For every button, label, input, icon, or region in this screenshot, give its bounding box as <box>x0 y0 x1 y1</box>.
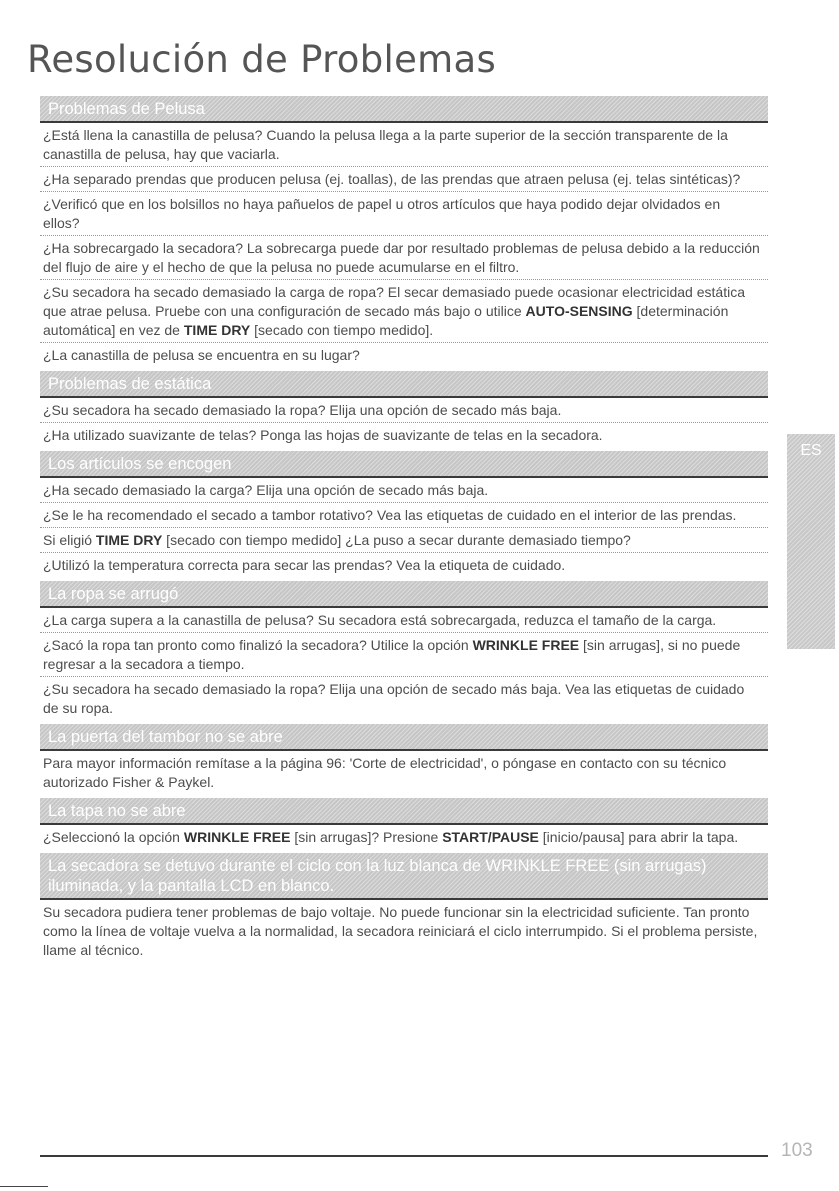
page-number: 103 <box>781 1140 813 1161</box>
item-text: ¿La canastilla de pelusa se encuentra en su lugar? <box>43 347 360 363</box>
item-text: ¿Utilizó la temperatura correcta para secar las prendas? Vea la etiqueta de cuidado. <box>43 557 566 573</box>
item-text: ¿Seleccionó la opción <box>43 829 184 845</box>
setting-name: AUTO-SENSING <box>525 303 633 319</box>
troubleshooting-item <box>40 236 768 280</box>
troubleshooting-content <box>40 96 768 966</box>
item-text: ¿Está llena la canastilla de pelusa? Cuando la pelusa llega a la parte superior de la sección transparente de la canastilla de pelusa, hay que vaciarla. <box>43 127 728 162</box>
troubleshooting-item <box>40 608 768 633</box>
item-text: [sin arrugas]? Presione <box>290 829 443 845</box>
item-text: Su secadora pudiera tener problemas de bajo voltaje. No puede funcionar sin la electricidad suficiente. Tan pronto como la línea de voltaje vuelva a la normalidad, la secadora reiniciará el ciclo interrumpido. Si el problema persiste, llame al técnico. <box>43 904 758 958</box>
item-text: Para mayor información remítase a la página 96: 'Corte de electricidad', o póngase en contacto con su técnico autorizado Fisher & Paykel. <box>43 755 727 790</box>
troubleshooting-item <box>40 423 768 447</box>
section-items <box>40 123 768 367</box>
troubleshooting-item <box>40 478 768 503</box>
section-items <box>40 608 768 720</box>
troubleshooting-item <box>40 677 768 720</box>
item-text: ¿Verificó que en los bolsillos no haya pañuelos de papel u otros artículos que haya podido dejar olvidados en ellos? <box>43 196 721 231</box>
troubleshooting-item <box>40 553 768 577</box>
section-items <box>40 478 768 577</box>
section-header: La ropa se arrugó <box>40 581 768 608</box>
setting-name: TIME DRY <box>95 532 163 548</box>
setting-name: WRINKLE FREE <box>183 829 291 845</box>
item-text: [secado con tiempo medido]. <box>250 322 434 338</box>
section-items <box>40 751 768 794</box>
section-items <box>40 825 768 849</box>
section-items <box>40 398 768 447</box>
troubleshooting-item <box>40 398 768 423</box>
item-text: ¿Se le ha recomendado el secado a tambor rotativo? Vea las etiquetas de cuidado en el interior de las prendas. <box>43 507 737 523</box>
item-text: ¿La carga supera a la canastilla de pelusa? Su secadora está sobrecargada, reduzca el tamaño de la carga. <box>43 612 717 628</box>
section-header: La secadora se detuvo durante el ciclo con la luz blanca de WRINKLE FREE (sin arrugas) iluminada, y la pantalla LCD en blanco. <box>40 853 768 900</box>
section-header: Problemas de estática <box>40 371 768 398</box>
section-header: La puerta del tambor no se abre <box>40 724 768 751</box>
item-text: Si eligió <box>43 532 96 548</box>
item-text: ¿Su secadora ha secado demasiado la ropa? Elija una opción de secado más baja. Vea las etiquetas de cuidado de su ropa. <box>43 681 745 716</box>
language-tab <box>787 434 835 649</box>
section-header: La tapa no se abre <box>40 798 768 825</box>
troubleshooting-item <box>40 825 768 849</box>
item-text: ¿Ha sobrecargado la secadora? La sobrecarga puede dar por resultado problemas de pelusa debido a la reducción del flujo de aire y el hecho de que la pelusa no puede acumularse en el filtro. <box>43 240 760 275</box>
item-text: [inicio/pausa] para abrir la tapa. <box>538 829 739 845</box>
language-tab-label: ES <box>800 442 822 459</box>
setting-name: TIME DRY <box>183 322 251 338</box>
item-text: ¿Ha utilizado suavizante de telas? Ponga las hojas de suavizante de telas en la secadora. <box>43 427 603 443</box>
item-text: ¿Ha separado prendas que producen pelusa (ej. toallas), de las prendas que atraen pelusa (ej. telas sintéticas)? <box>43 171 741 187</box>
page-title: Resolución de Problemas <box>27 38 497 81</box>
bottom-rule <box>40 1155 768 1157</box>
troubleshooting-item <box>40 192 768 236</box>
item-text: ¿Su secadora ha secado demasiado la carga de ropa? El secar demasiado puede ocasionar electricidad estática que atrae pelusa. Pruebe con una configuración de secado más bajo o utilice <box>43 284 745 319</box>
setting-name: WRINKLE FREE <box>472 637 580 653</box>
troubleshooting-item <box>40 167 768 192</box>
troubleshooting-item <box>40 280 768 343</box>
troubleshooting-item <box>40 751 768 794</box>
troubleshooting-item <box>40 900 768 962</box>
section-header: Problemas de Pelusa <box>40 96 768 123</box>
item-text: ¿Ha secado demasiado la carga? Elija una opción de secado más baja. <box>43 482 489 498</box>
item-text: ¿Su secadora ha secado demasiado la ropa? Elija una opción de secado más baja. <box>43 402 562 418</box>
item-text: [sin arrugas], si no puede regresar a la secadora a tiempo. <box>43 637 741 672</box>
item-text: ¿Sacó la ropa tan pronto como finalizó la secadora? Utilice la opción <box>43 637 473 653</box>
troubleshooting-item <box>40 123 768 167</box>
troubleshooting-item <box>40 503 768 528</box>
troubleshooting-item <box>40 343 768 367</box>
item-text: [determinación automática] en vez de <box>43 303 729 338</box>
item-text: [secado con tiempo medido] ¿La puso a secar durante demasiado tiempo? <box>162 532 631 548</box>
troubleshooting-item <box>40 528 768 553</box>
troubleshooting-item <box>40 633 768 677</box>
setting-name: START/PAUSE <box>442 829 539 845</box>
section-items <box>40 900 768 962</box>
section-header: Los artículos se encogen <box>40 451 768 478</box>
footer-mark <box>0 1186 48 1187</box>
